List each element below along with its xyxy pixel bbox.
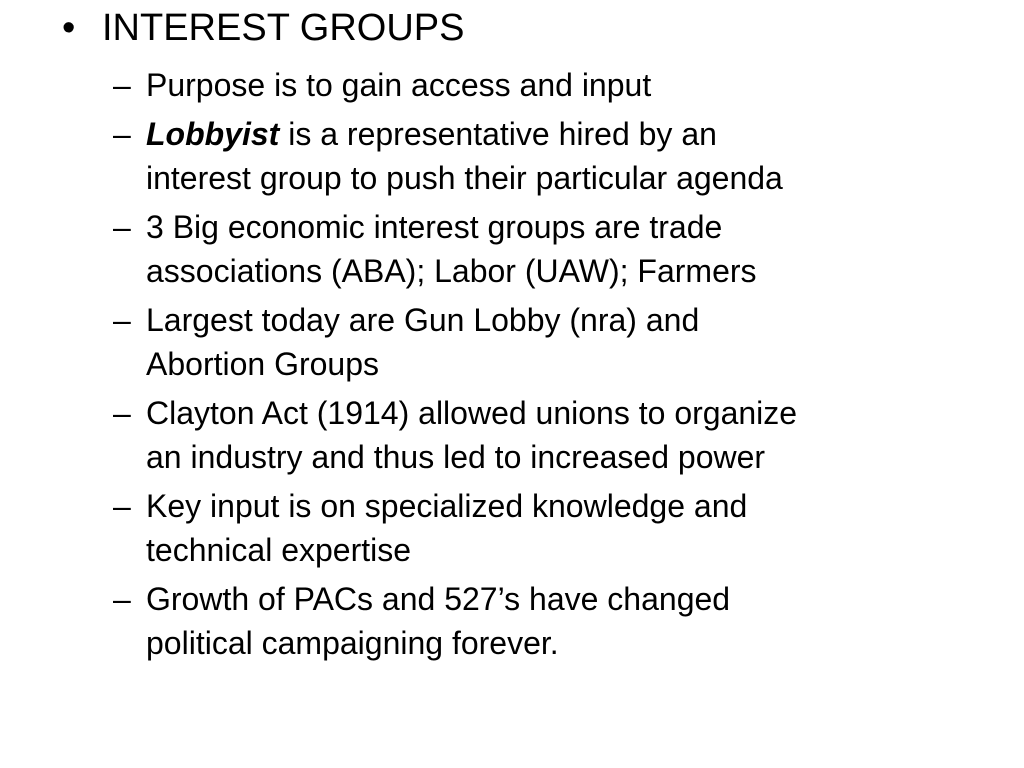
item-text-line: associations (ABA); Labor (UAW); Farmers: [146, 253, 757, 289]
sub-bullet-item: [113, 298, 1013, 386]
item-text-line: an industry and thus led to increased power: [146, 439, 766, 475]
dash-icon: –: [113, 67, 131, 103]
item-text-line: [146, 112, 1013, 156]
item-text-line: Largest today are Gun Lobby (nra) and: [146, 302, 700, 338]
sub-bullet-list: [113, 63, 1013, 670]
sub-bullet-item: [113, 112, 1013, 200]
dash-icon: –: [113, 581, 131, 617]
lobbyist-term: Lobbyist: [146, 116, 280, 152]
item-text-line: interest group to push their particular agenda: [146, 160, 783, 196]
dash-icon: –: [113, 488, 131, 524]
item-text-line: political campaigning forever.: [146, 625, 559, 661]
bullet-icon: •: [62, 7, 76, 49]
slide-heading: INTEREST GROUPS: [102, 7, 465, 49]
item-text-line: Abortion Groups: [146, 346, 380, 382]
item-text-rest: is a representative hired by an: [279, 116, 717, 152]
sub-bullet-item: [113, 484, 1013, 572]
item-text-line: Growth of PACs and 527’s have changed: [146, 581, 731, 617]
sub-bullet-item: [113, 63, 1013, 107]
dash-icon: –: [113, 302, 131, 338]
dash-icon: –: [113, 395, 131, 431]
item-text-line: 3 Big economic interest groups are trade: [146, 209, 723, 245]
item-text-line: Purpose is to gain access and input: [146, 67, 652, 103]
sub-bullet-item: [113, 205, 1013, 293]
item-text-line: Key input is on specialized knowledge and: [146, 488, 748, 524]
sub-bullet-item: [113, 391, 1013, 479]
sub-bullet-item: [113, 577, 1013, 665]
item-text-line: Clayton Act (1914) allowed unions to organize: [146, 395, 798, 431]
dash-icon: –: [113, 116, 131, 152]
dash-icon: –: [113, 209, 131, 245]
item-text-line: technical expertise: [146, 532, 412, 568]
